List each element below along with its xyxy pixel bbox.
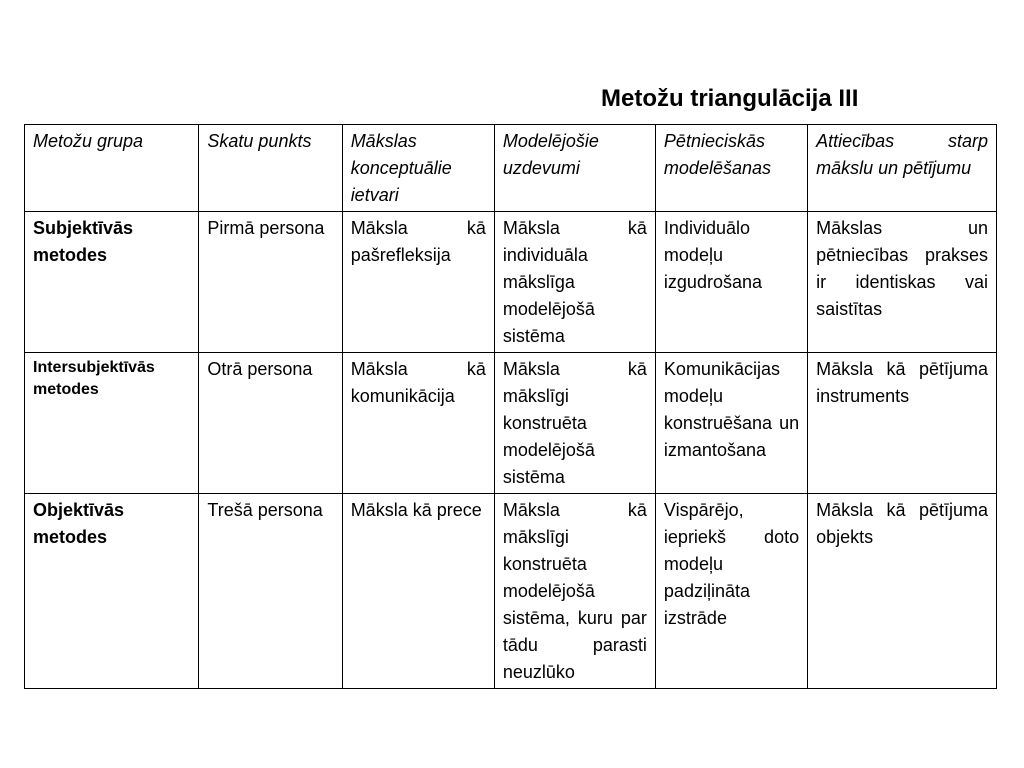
table-cell: Komunikācijas modeļu konstruēšana un izmantošana [655,353,807,494]
header-cell: Mākslas konceptuālie ietvari [342,125,494,212]
header-cell: Skatu punkts [199,125,342,212]
table-row [25,353,997,494]
table-cell: Māksla kā pētījuma instruments [808,353,997,494]
table-cell: Mākslas un pētniecības prakses ir identiskas vai saistītas [808,212,997,353]
methods-table [24,124,997,689]
method-group-cell: Intersubjektīvās metodes [25,353,199,494]
table-cell: Trešā persona [199,494,342,689]
table-cell: Māksla kā komunikācija [342,353,494,494]
table-cell: Māksla kā pētījuma objekts [808,494,997,689]
table-cell: Māksla kā pašrefleksija [342,212,494,353]
table-row [25,212,997,353]
header-cell: Attiecības starp mākslu un pētījumu [808,125,997,212]
header-cell: Metožu grupa [25,125,199,212]
table-cell: Individuālo modeļu izgudrošana [655,212,807,353]
table-header-row [25,125,997,212]
table-cell: Māksla kā mākslīgi konstruēta modelējošā sistēma, kuru par tādu parasti neuzlūko [494,494,655,689]
method-group-cell: Subjektīvās metodes [25,212,199,353]
table-cell: Māksla kā prece [342,494,494,689]
table-cell: Māksla kā mākslīgi konstruēta modelējošā sistēma [494,353,655,494]
method-group-cell: Objektīvās metodes [25,494,199,689]
table-cell: Māksla kā individuāla mākslīga modelējošā sistēma [494,212,655,353]
table-cell: Vispārējo, iepriekš doto modeļu padziļināta izstrāde [655,494,807,689]
header-cell: Pētnieciskās modelēšanas [655,125,807,212]
table-cell: Pirmā persona [199,212,342,353]
slide-title: Metožu triangulācija III [601,85,859,112]
header-cell: Modelējošie uzdevumi [494,125,655,212]
table-cell: Otrā persona [199,353,342,494]
table-row [25,494,997,689]
